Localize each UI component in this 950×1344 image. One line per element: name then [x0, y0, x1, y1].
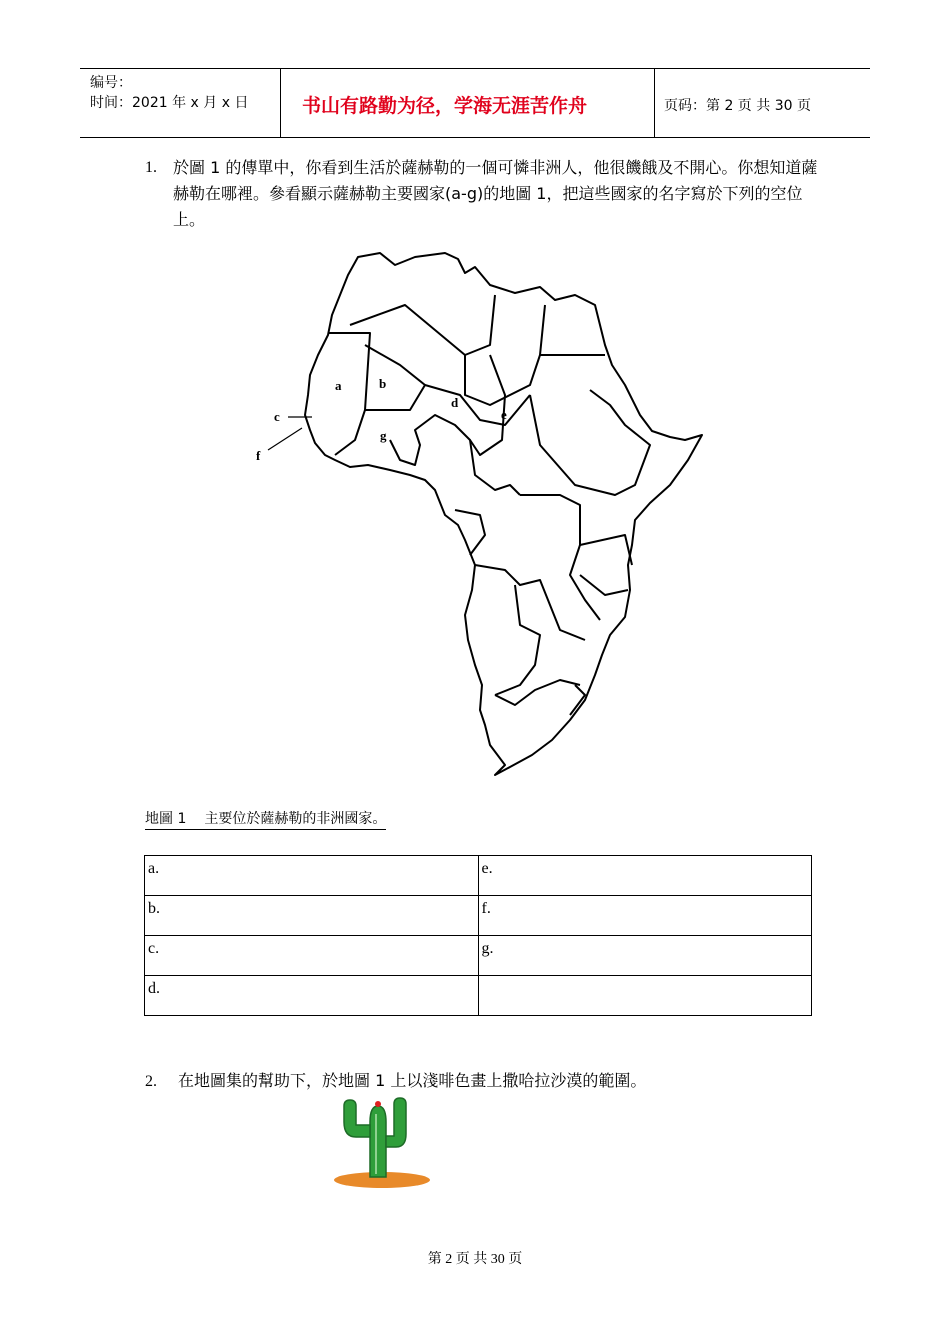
table-row [145, 936, 812, 976]
page-header [80, 68, 870, 138]
country-border [475, 565, 585, 640]
country-border [328, 333, 425, 410]
country-border [455, 510, 485, 555]
question-2 [145, 1068, 646, 1091]
answer-cell[interactable]: f. [478, 896, 812, 936]
cactus-icon [330, 1092, 440, 1192]
answer-cell[interactable]: b. [145, 896, 479, 936]
table-row [145, 976, 812, 1016]
map-label-d: d [451, 395, 459, 410]
map-label-c: c [274, 409, 280, 424]
answer-cell[interactable]: c. [145, 936, 479, 976]
country-border [350, 295, 495, 355]
header-page-info: 页码：第 2 页 共 30 页 [664, 98, 811, 114]
answer-cell[interactable] [478, 976, 812, 1016]
map-label-b: b [379, 376, 387, 391]
caption-figure: 地圖 1 [145, 811, 187, 827]
answer-cell[interactable]: g. [478, 936, 812, 976]
header-divider [654, 69, 655, 137]
country-border [335, 410, 365, 455]
question-1 [145, 155, 825, 233]
country-border [495, 680, 580, 705]
caption-text: 主要位於薩赫勒的非洲國家。 [204, 811, 387, 827]
country-border [580, 575, 628, 595]
country-border [425, 385, 530, 425]
country-border [530, 390, 650, 495]
answer-cell[interactable]: e. [478, 856, 812, 896]
question-number: 1. [145, 159, 157, 176]
country-border [580, 535, 632, 565]
header-meta [90, 73, 248, 113]
serial-label: 编号： [90, 75, 132, 91]
table-row [145, 856, 812, 896]
map-label-a: a [335, 378, 342, 393]
country-border [495, 585, 540, 695]
country-border [465, 305, 545, 405]
country-border [390, 415, 520, 495]
header-divider [280, 69, 281, 137]
pointer-f [268, 428, 302, 450]
map-label-g: g [380, 428, 387, 443]
africa-outline [305, 253, 702, 775]
date-line: 时间：2021 年 x 月 x 日 [90, 95, 249, 111]
map-caption [145, 808, 386, 830]
answer-cell[interactable]: d. [145, 976, 479, 1016]
answer-table [144, 855, 812, 1016]
header-motto: 书山有路勤为径，学海无涯苦作舟 [302, 95, 588, 117]
answer-cell[interactable]: a. [145, 856, 479, 896]
page-footer: 第 2 页 共 30 页 [427, 1252, 523, 1267]
question-text: 於圖 1 的傳單中，你看到生活於薩赫勒的一個可憐非洲人，他很饑餓及不開心。你想知道薩赫勒在哪裡。參看顯示薩赫勒主要國家(a-g)的地圖 1，把這些國家的名字寫於下列的空位上。 [173, 158, 818, 229]
map-label-f: f [256, 448, 261, 463]
question-text: 在地圖集的幫助下，於地圖 1 上以淺啡色畫上撒哈拉沙漠的範圍。 [178, 1071, 647, 1090]
question-number: 2. [145, 1073, 157, 1090]
table-row [145, 896, 812, 936]
map-label-e: e [501, 407, 507, 422]
country-border [520, 495, 600, 620]
africa-map [240, 245, 710, 785]
